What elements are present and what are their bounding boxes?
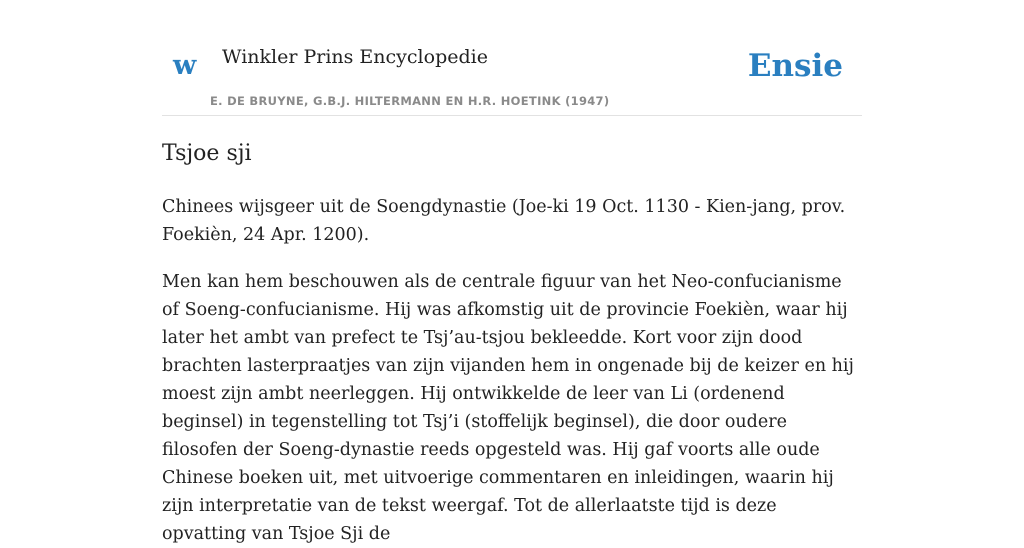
article-title: Tsjoe sji bbox=[162, 141, 252, 166]
article-paragraph: Men kan hem beschouwen als de centrale figuur van het Neo-confucianisme of Soeng-confucianisme. Hij was afkomstig uit de provincie Foekièn, waar hij later het ambt van prefect te Tsj’au-tsjou bekleedde. Kort voor zijn dood brachten lasterpraatjes van zijn vijanden hem in ongenade bij de keizer en hij moest zijn ambt neerleggen. Hij ontwikkelde de leer van Li (ordenend beginsel) in tegenstelling tot Tsj’i (stoffelijk beginsel), die door oudere filosofen der Soeng-dynastie reeds opgesteld was. Hij gaf voorts alle oude Chinese boeken uit, met uitvoerige commentaren en inleidingen, waarin hij zijn interpretatie van de tekst weergaf. Tot de allerlaatste tijd is deze opvatting van Tsjoe Sji de bbox=[162, 272, 854, 544]
article bbox=[162, 140, 862, 548]
publication-title[interactable]: Winkler Prins Encyclopedie bbox=[222, 46, 488, 68]
publication-authors: E. DE BRUYNE, G.B.J. HILTERMANN EN H.R. HOETINK (1947) bbox=[210, 94, 610, 108]
ensie-logo[interactable]: Ensie bbox=[747, 48, 843, 84]
article-paragraph: Chinees wijsgeer uit de Soengdynastie (Joe-ki 19 Oct. 1130 - Kien-jang, prov. Foekièn, 24 Apr. 1200). bbox=[162, 197, 846, 245]
header bbox=[162, 36, 862, 116]
publication-logo-icon[interactable]: w bbox=[173, 50, 197, 81]
